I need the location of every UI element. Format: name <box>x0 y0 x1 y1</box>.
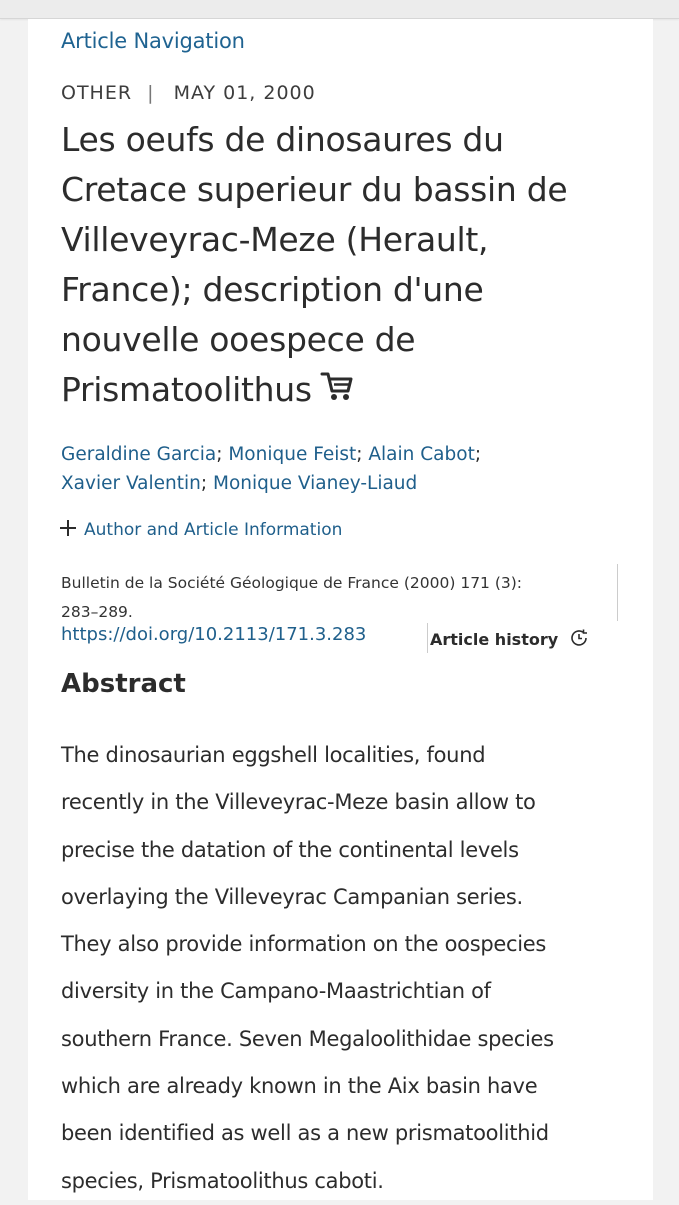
abstract-line: recently in the Villeveyrac-Meze basin allow to <box>61 790 536 815</box>
title-line: Cretace superieur du bassin de <box>61 170 568 209</box>
author-separator: ; <box>356 444 363 465</box>
author-line <box>61 469 481 498</box>
abstract-line: which are already known in the Aix basin have <box>61 1074 538 1099</box>
browser-top-bar <box>0 0 679 19</box>
title-line: France); description d'une <box>61 270 484 309</box>
article-meta <box>61 82 316 104</box>
author-info-label: Author and Article Information <box>84 520 343 540</box>
abstract-line: species, Prismatoolithus caboti. <box>61 1168 384 1193</box>
article-title <box>61 115 646 415</box>
article-navigation-link[interactable]: Article Navigation <box>61 29 245 53</box>
title-line: Prismatoolithus <box>61 370 312 409</box>
title-line: nouvelle ooespece de <box>61 320 416 359</box>
author-link[interactable]: Geraldine Garcia <box>61 444 217 465</box>
abstract-line: diversity in the Campano-Maastrichtian of <box>61 979 491 1004</box>
citation-line: 283–289. <box>61 603 133 621</box>
abstract-line: They also provide information on the oospecies <box>61 932 547 957</box>
doi-link[interactable]: https://doi.org/10.2113/171.3.283 <box>61 624 367 645</box>
author-info-toggle[interactable] <box>58 518 342 540</box>
abstract-text <box>61 732 554 1205</box>
article-history-button[interactable] <box>430 627 590 649</box>
abstract-line: been identified as well as a new prismatoolithid <box>61 1121 549 1146</box>
history-icon <box>568 627 590 649</box>
article-card <box>28 19 653 1200</box>
author-separator: ; <box>200 473 208 494</box>
abstract-heading: Abstract <box>61 669 186 699</box>
title-last-line <box>61 365 646 415</box>
author-link[interactable]: Xavier Valentin <box>61 473 201 494</box>
author-link[interactable]: Alain Cabot <box>368 444 475 465</box>
publication-date: MAY 01, 2000 <box>173 82 316 104</box>
shopping-cart-icon[interactable] <box>320 367 354 401</box>
abstract-line: overlaying the Villeveyrac Campanian series. <box>61 884 523 909</box>
author-list <box>61 440 481 498</box>
article-history-label: Article history <box>430 630 559 649</box>
title-line: Les oeufs de dinosaures du <box>61 120 504 159</box>
author-link[interactable]: Monique Vianey-Liaud <box>213 473 418 494</box>
meta-separator: | <box>147 82 155 104</box>
abstract-line: The dinosaurian eggshell localities, found <box>61 743 486 767</box>
citation <box>61 569 522 627</box>
author-line <box>61 440 481 469</box>
author-link[interactable]: Monique Feist <box>228 444 357 465</box>
author-separator: ; <box>216 444 223 465</box>
citation-divider <box>617 564 618 621</box>
author-separator: ; <box>474 444 482 465</box>
abstract-line: precise the datation of the continental levels <box>61 837 519 862</box>
plus-icon <box>58 518 78 538</box>
doi-divider <box>427 623 428 653</box>
citation-line: Bulletin de la Société Géologique de France (2000) 171 (3): <box>61 574 523 592</box>
title-line: Villeveyrac-Meze (Herault, <box>61 220 489 259</box>
abstract-line: southern France. Seven Megaloolithidae species <box>61 1026 554 1051</box>
article-type: OTHER <box>61 82 133 104</box>
